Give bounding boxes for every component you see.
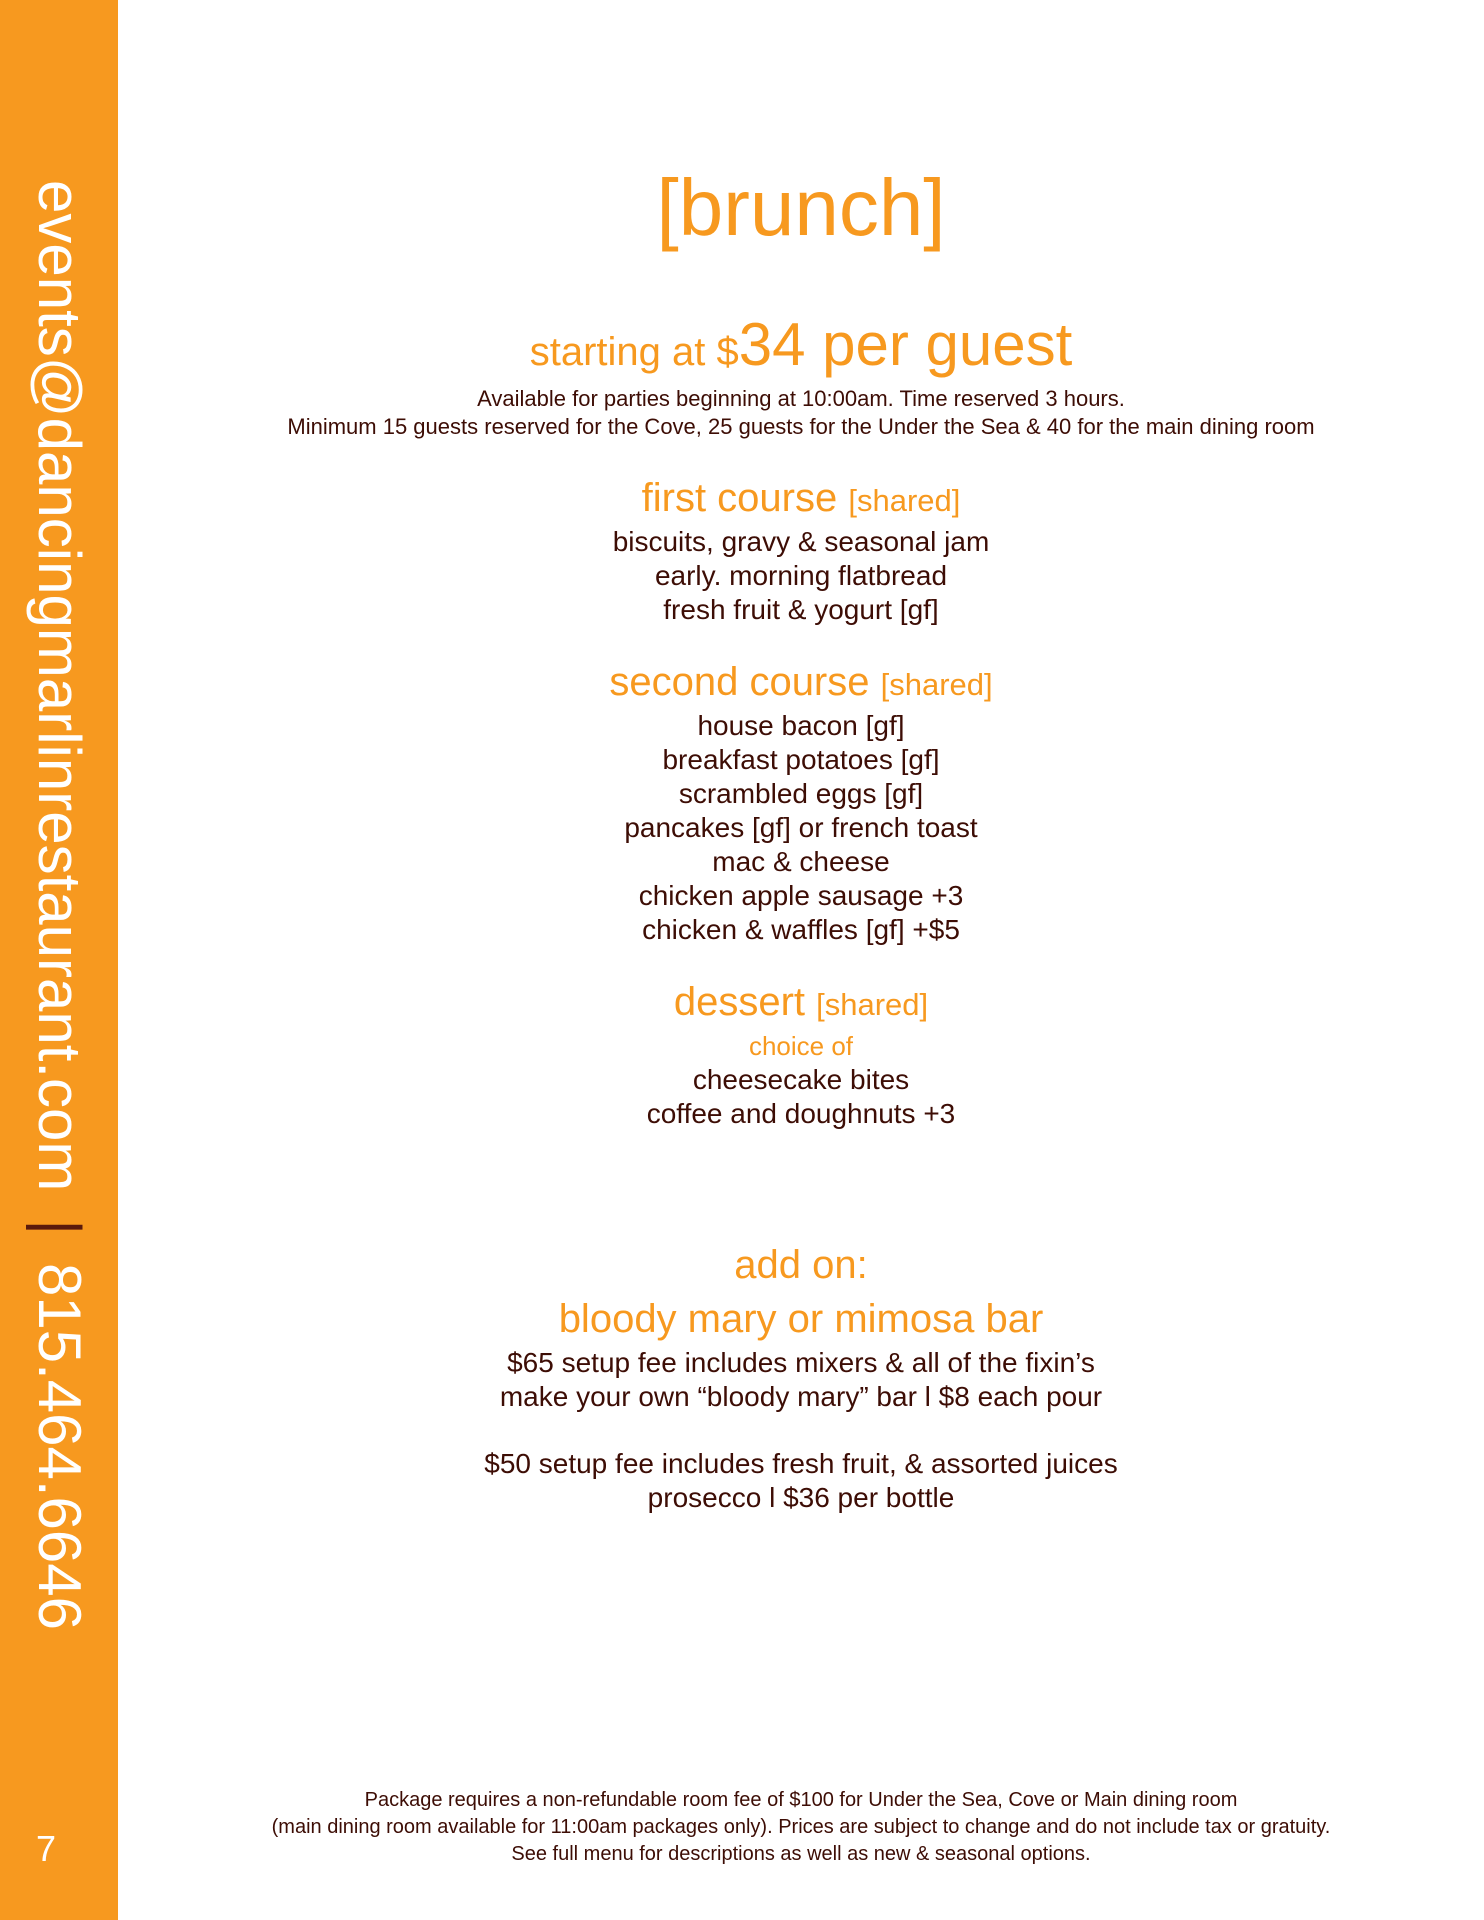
info-line: Available for parties beginning at 10:00am. Time reserved 3 hours. bbox=[477, 386, 1125, 411]
page-number: 7 bbox=[36, 1828, 57, 1869]
menu-item: chicken & waffles [gf] +$5 bbox=[642, 914, 960, 945]
menu-item: cheesecake bites bbox=[692, 1064, 910, 1095]
add-on-section bbox=[118, 1238, 1484, 1515]
page-title: [brunch] bbox=[656, 163, 946, 252]
price-prefix: starting at $ bbox=[529, 330, 739, 374]
first-course-section bbox=[118, 474, 1484, 627]
footer-line: See full menu for descriptions as well as new & seasonal options. bbox=[511, 1843, 1091, 1865]
add-on-line: prosecco l $36 per bottle bbox=[647, 1482, 955, 1513]
second-course-section bbox=[118, 658, 1484, 947]
menu-item: chicken apple sausage +3 bbox=[638, 880, 964, 911]
menu-item: breakfast potatoes [gf] bbox=[662, 744, 940, 775]
add-on-heading: add on: bbox=[734, 1243, 868, 1287]
price-line bbox=[118, 310, 1484, 396]
sidebar-separator: | bbox=[26, 1219, 93, 1235]
dessert-subheading: choice of bbox=[748, 1031, 854, 1061]
dessert-heading bbox=[118, 978, 1484, 1029]
section-title: first course bbox=[641, 476, 838, 520]
info-line: Minimum 15 guests reserved for the Cove, 25 guests for the Under the Sea & 40 for the main dining room bbox=[287, 414, 1315, 439]
sidebar-phone[interactable]: 815.464.6646 bbox=[26, 1262, 93, 1631]
dessert-section bbox=[118, 978, 1484, 1131]
section-tag: [shared] bbox=[848, 483, 961, 518]
section-title: second course bbox=[609, 660, 870, 704]
menu-item: pancakes [gf] or french toast bbox=[624, 812, 978, 843]
sidebar bbox=[0, 0, 118, 1920]
availability-info bbox=[118, 385, 1484, 441]
menu-item: biscuits, gravy & seasonal jam bbox=[612, 526, 990, 557]
section-tag: [shared] bbox=[880, 667, 993, 702]
section-tag: [shared] bbox=[816, 987, 929, 1022]
footer-notes bbox=[118, 1787, 1484, 1868]
price-amount: 34 per guest bbox=[738, 311, 1073, 378]
sidebar-contact bbox=[26, 180, 93, 1631]
menu-item: fresh fruit & yogurt [gf] bbox=[663, 594, 939, 625]
menu-item: scrambled eggs [gf] bbox=[678, 778, 924, 809]
footer-line: (main dining room available for 11:00am packages only). Prices are subject to change and do not include tax or gratuity. bbox=[271, 1816, 1331, 1838]
spacer bbox=[118, 1414, 1484, 1447]
section-title: dessert bbox=[673, 980, 806, 1024]
add-on-line: $50 setup fee includes fresh fruit, & assorted juices bbox=[484, 1448, 1118, 1479]
sidebar-email[interactable]: events@dancingmarlinrestaurant.com bbox=[26, 180, 93, 1192]
menu-item: coffee and doughnuts +3 bbox=[646, 1098, 956, 1129]
add-on-line: $65 setup fee includes mixers & all of the fixin’s bbox=[507, 1347, 1095, 1378]
menu-item: house bacon [gf] bbox=[697, 710, 905, 741]
add-on-subheading: bloody mary or mimosa bar bbox=[558, 1297, 1044, 1341]
menu-item: early. morning flatbread bbox=[654, 560, 948, 591]
add-on-line: make your own “bloody mary” bar l $8 each pour bbox=[499, 1381, 1103, 1412]
footer-line: Package requires a non-refundable room fee of $100 for Under the Sea, Cove or Main dining room bbox=[364, 1789, 1238, 1811]
menu-content bbox=[118, 0, 1484, 1920]
first-course-heading bbox=[118, 474, 1484, 525]
second-course-heading bbox=[118, 658, 1484, 709]
menu-item: mac & cheese bbox=[712, 846, 890, 877]
